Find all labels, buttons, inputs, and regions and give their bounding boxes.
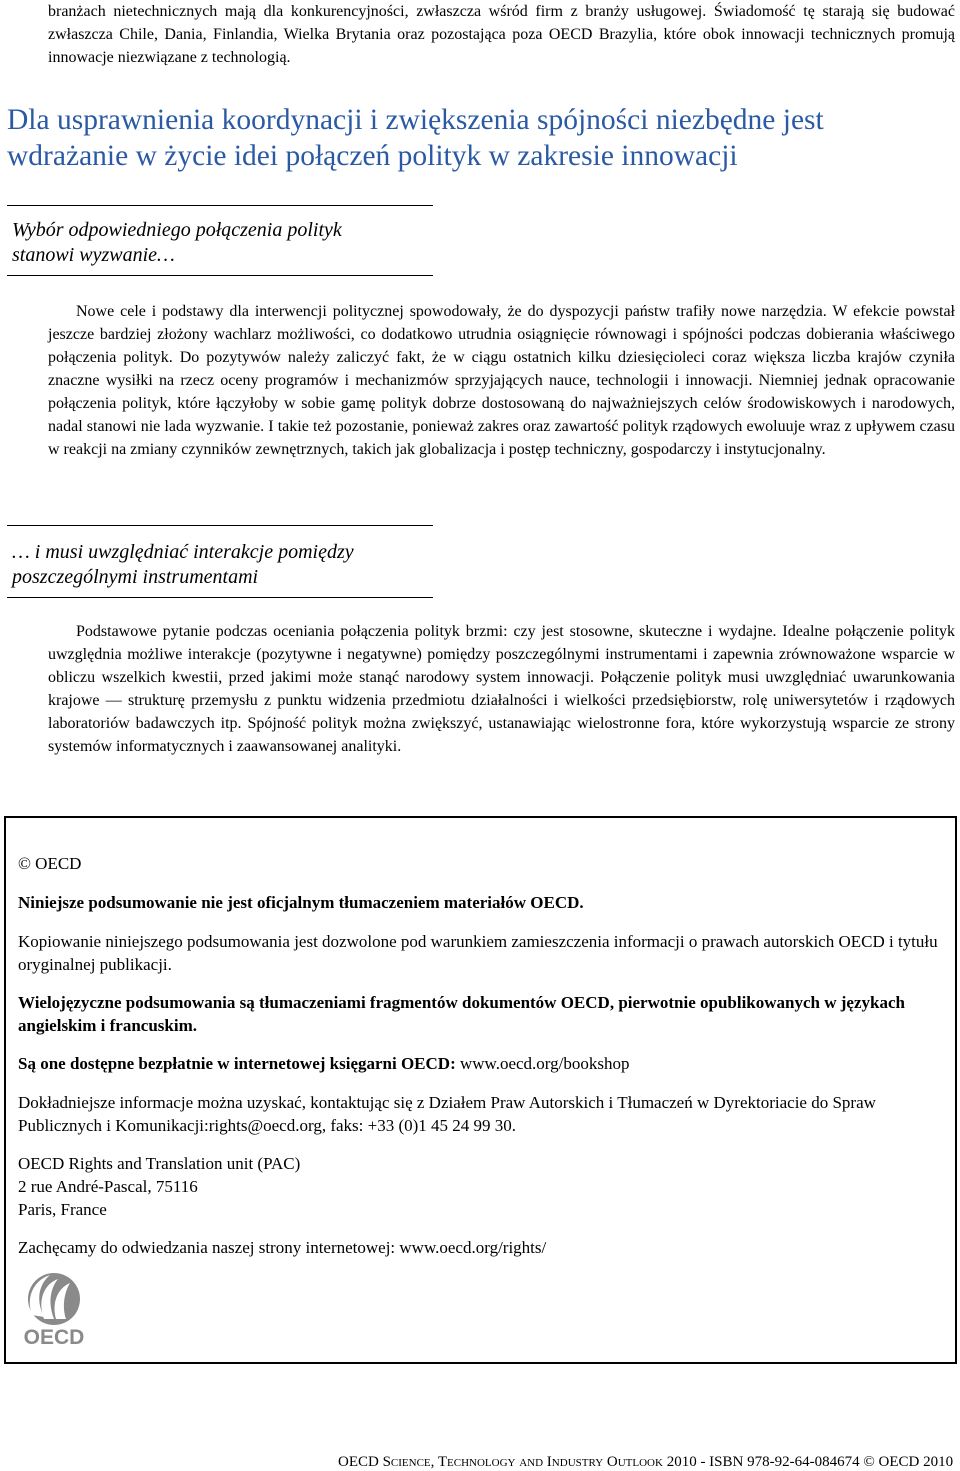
subheading-line-2: poszczególnymi instrumentami bbox=[12, 566, 259, 588]
oecd-logo-icon bbox=[16, 1271, 92, 1347]
paragraph-text: Nowe cele i podstawy dla interwencji politycznej spowodowały, że do dyspozycji państw trafiły nowe narzędzia. W efekcie powstał jeszcze bardziej złożony wachlarz możliwości, co dodatkowo utrudnia osiągnięcie równowagi i spójności podczas dobierania właściwego połączenia polityk. Do pozytywów należy zaliczyć fakt, że w ciągu ostatnich kilku dziesięcioleci coraz większa liczba krajów czyniła znaczne wysiłki na rzecz oceny programów i mechanizmów sprzyjających nauce, technologii i innowacji. Niemniej jednak opracowanie połączenia polityk, które łączyłoby w sobie gamę polityk dobrze dostosowaną do najważniejszych celów środowiskowych i narodowych, nadal stanowi nie lada wyzwanie. I takie też pozostanie, ponieważ zakres oraz zawartość polityk rządowych ewoluuje wraz z upływem czasu w reakcji na zmiany czynników zewnętrznych, takich jak globalizacja i postęp techniczny, gospodarczy i instytucjonalny. bbox=[48, 303, 955, 458]
paragraph-text: Podstawowe pytanie podczas oceniania połączenia polityk brzmi: czy jest stosowne, skuteczne i wydajne. Idealne połączenie polityk uwzględnia możliwe interakcje (pozytywne i negatywne) pomiędzy poszczególnymi instrumentami i zapewnia zrównoważone wsparcie w obliczu wszelkich kwestii, przed jakimi może stanąć narodowy system innowacji. Połączenie polityk musi uwzględniać uwarunkowania krajowe — strukturę przemysłu z punktu widzenia przedmiotu działalności i wielkości przedsiębiorstw, rolę uniwersytetów i rządowych laboratoriów badawczych itp. Spójność polityk można zwiększyć, ustanawiając wielostronne fora, które wykorzystują wsparcie ze strony systemów informatycznych i zaawansowanej analityki. bbox=[48, 623, 955, 755]
body-paragraph-policy-mix bbox=[48, 300, 955, 461]
address-line-2: 2 rue André-Pascal, 75116 bbox=[18, 1177, 198, 1196]
section-heading bbox=[7, 102, 952, 174]
multilingual-summaries-text: Wielojęzyczne podsumowania są tłumaczeniami fragmentów dokumentów OECD, pierwotnie opublikowanych w językach angielskim i francuskim. bbox=[18, 993, 905, 1035]
copying-permission-text: Kopiowanie niniejszego podsumowania jest dozwolone pod warunkiem zamieszczenia informacji o prawach autorskich OECD i tytułu oryginalnej publikacji. bbox=[18, 932, 938, 974]
bookshop-label: Są one dostępne bezpłatnie w internetowej księgarni OECD: bbox=[18, 1054, 456, 1073]
subheading-line-1: … i musi uwzględniać interakcje pomiędzy bbox=[12, 541, 354, 563]
subheading-policy-mix-challenge bbox=[7, 205, 433, 276]
subheading-instrument-interactions bbox=[7, 525, 433, 598]
visit-website-text: Zachęcamy do odwiedzania naszej strony internetowej: www.oecd.org/rights/ bbox=[18, 1238, 547, 1257]
address-line-3: Paris, France bbox=[18, 1200, 107, 1219]
bookshop-link[interactable]: www.oecd.org/bookshop bbox=[459, 1054, 630, 1073]
bookshop-availability bbox=[18, 1052, 943, 1075]
logo-text: OECD bbox=[23, 1326, 85, 1347]
copyright-notice-box bbox=[4, 816, 957, 1364]
address-block bbox=[18, 1152, 943, 1221]
subheading-line-1: Wybór odpowiedniego połączenia polityk bbox=[12, 219, 342, 241]
heading-line-1: Dla usprawnienia koordynacji i zwiększenia spójności niezbędne jest bbox=[7, 104, 824, 136]
heading-line-2: wdrażanie w życie idei połączeń polityk w zakresie innowacji bbox=[7, 140, 738, 172]
page-footer: OECD Science, Technology and Industry Outlook 2010 - ISBN 978-92-64-084674 © OECD 2010 bbox=[338, 1454, 954, 1470]
intro-paragraph: branżach nietechnicznych mają dla konkurencyjności, zwłaszcza wśród firm z branży usługowej. Świadomość tę starają się budować zwłaszcza Chile, Dania, Finlandia, Wielka Brytania oraz pozostająca poza OECD Brazylia, które obok innowacji technicznych promują innowacje niezwiązane z technologią. bbox=[48, 3, 955, 66]
subheading-line-2: stanowi wyzwanie… bbox=[12, 244, 175, 266]
address-line-1: OECD Rights and Translation unit (PAC) bbox=[18, 1154, 301, 1173]
body-paragraph-evaluation bbox=[48, 620, 955, 758]
copyright-line: © OECD bbox=[18, 854, 82, 873]
not-official-translation-notice: Niniejsze podsumowanie nie jest oficjalnym tłumaczeniem materiałów OECD. bbox=[18, 893, 584, 912]
contact-info-text: Dokładniejsze informacje można uzyskać, kontaktując się z Działem Praw Autorskich i Tłumaczeń w Dyrektoriacie do Spraw Publicznych i Komunikacji:rights@oecd.org, faks: +33 (0)1 45 24 99 30. bbox=[18, 1093, 876, 1135]
